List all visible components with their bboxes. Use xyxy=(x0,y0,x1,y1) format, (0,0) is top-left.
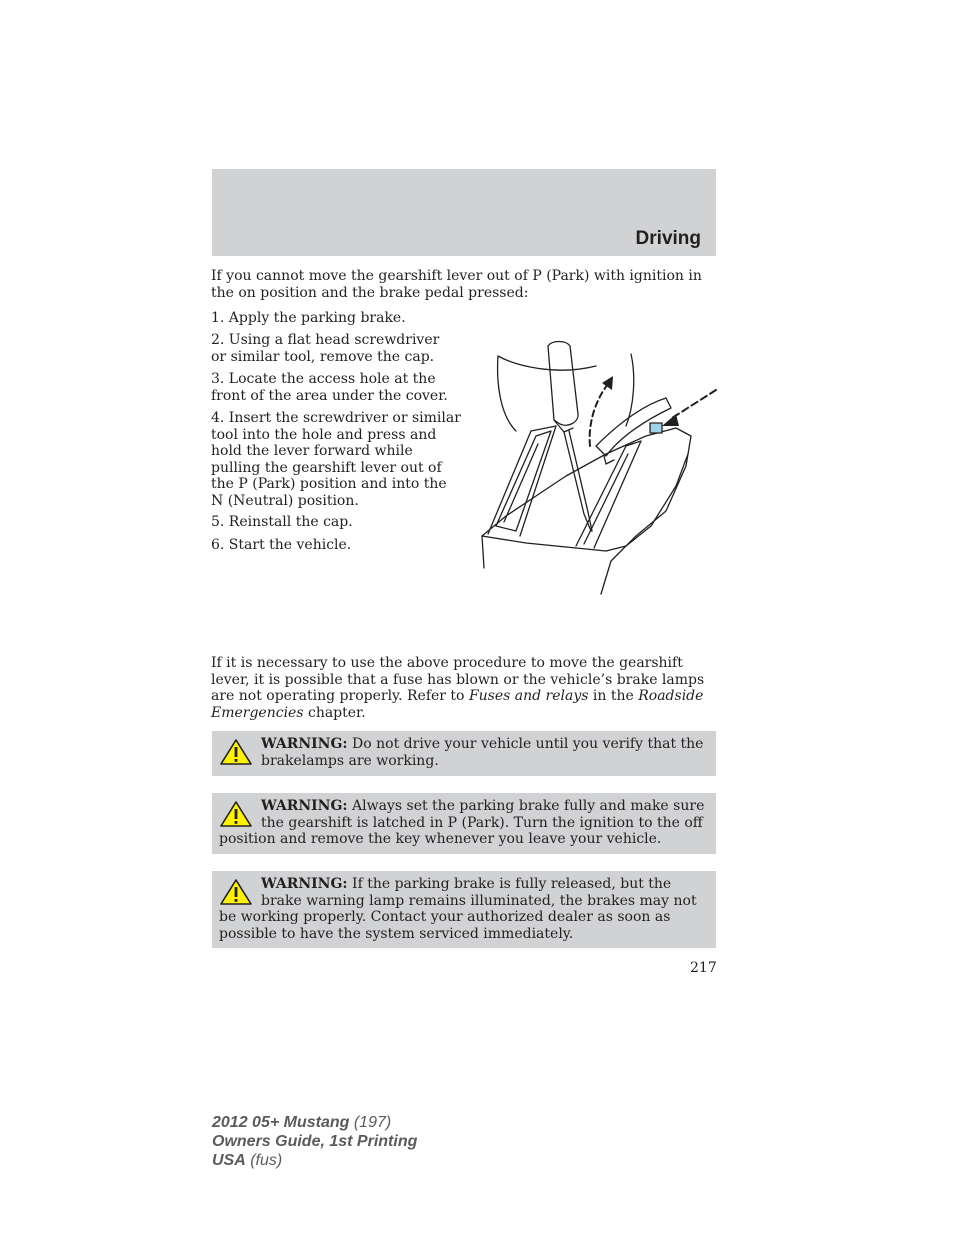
step-1: 1. Apply the parking brake. xyxy=(211,310,406,326)
warning-text: Always set the parking brake fully and make sure the gearshift is latched in P (Park). Turn the ignition to the off position and remove the key whenever you leave your vehicle. xyxy=(219,798,705,847)
step-3: 3. Locate the access hole at the front of the area under the cover. xyxy=(211,371,448,404)
warning-triangle-icon xyxy=(219,738,253,766)
warning-label: WARNING: xyxy=(261,798,348,814)
warning-box-1 xyxy=(212,731,716,776)
step-5: 5. Reinstall the cap. xyxy=(211,514,353,530)
step-2: 2. Using a flat head screwdriver or similar tool, remove the cap. xyxy=(211,332,440,365)
intro-paragraph: If you cannot move the gearshift lever out of P (Park) with ignition in the on position and the brake pedal pressed: xyxy=(211,268,702,301)
step-4: 4. Insert the screwdriver or similar tool into the hole and press and hold the lever forward while pulling the gearshift lever out of the P (Park) position and into the N (Neutral) position. xyxy=(211,410,461,509)
warning-text: If the parking brake is fully released, but the brake warning lamp remains illuminated, the brakes may not be working properly. Contact your authorized dealer as soon as possible to have the system serviced immediately. xyxy=(219,876,697,942)
fuses-relays-reference: Fuses and relays xyxy=(468,688,589,704)
warning-label: WARNING: xyxy=(261,876,348,892)
document-footer: 2012 05+ Mustang (197) Owners Guide, 1st Printing USA (fus) xyxy=(212,1114,418,1169)
step-6: 6. Start the vehicle. xyxy=(211,537,352,553)
note-paragraph: If it is necessary to use the above procedure to move the gearshift lever, it is possible that a fuse has blown or the vehicle’s brake lamps are not operating properly. Refer to Fuses and relays in the Roadside Emergencies chapter. xyxy=(211,655,705,721)
roadside-emergencies-reference: Roadside Emergencies xyxy=(211,688,704,721)
warning-label: WARNING: xyxy=(261,736,348,752)
gearshift-override-illustration xyxy=(476,336,721,598)
warning-text: Do not drive your vehicle until you verify that the brakelamps are working. xyxy=(261,736,704,769)
warning-box-2 xyxy=(212,793,716,854)
warning-box-3 xyxy=(212,871,716,948)
warning-triangle-icon xyxy=(219,878,253,906)
warning-triangle-icon xyxy=(219,800,253,828)
section-title: Driving xyxy=(635,228,701,249)
page-number: 217 xyxy=(690,960,717,976)
section-header xyxy=(212,169,716,256)
